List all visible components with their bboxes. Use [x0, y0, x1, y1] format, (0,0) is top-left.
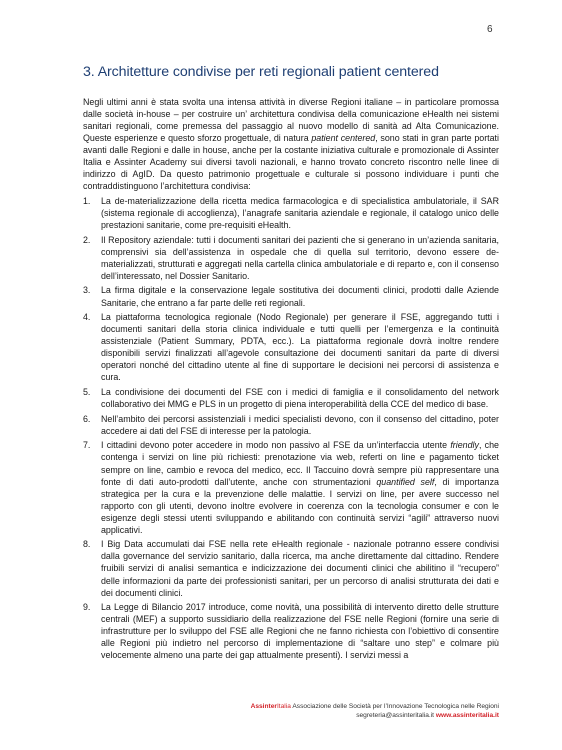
footer-email: segreteria@assinteritalia.it	[356, 711, 436, 719]
list-item-number: 4.	[83, 312, 91, 323]
intro-text-2: , sono stati in gran parte portati avanti dalle Regioni e dalle in house, anche per la costante iniziativa culturale e promozionale di Assinter Italia e Assinter Academy sui diversi tavoli nazionali, e hanno trovato concreto riscontro nelle linee di indirizzo di AgID. Da questo patrimonio progettuale e culturale si possono individuare i punti che contraddistinguono l’architettura condivisa:	[83, 133, 499, 192]
list-item-number: 3.	[83, 285, 91, 296]
list-item-number: 7.	[83, 440, 91, 451]
list-item-number: 5.	[83, 387, 91, 398]
list-item	[83, 284, 499, 308]
list-item	[83, 195, 499, 231]
section-heading: 3. Architetture condivise per reti regionali patient centered	[83, 64, 439, 80]
list-item-text: La condivisione dei documenti del FSE con i medici di famiglia e il consolidamento del network collaborativo dei MMG e PLS in un progetto di piena interoperabilità della CCE del medico di base.	[101, 387, 499, 410]
brand-name: Assinter	[250, 703, 277, 710]
page-footer	[210, 703, 499, 720]
list-item-text: I cittadini devono poter accedere in modo non passivo al FSE da un’interfaccia utente	[101, 440, 451, 451]
intro-text-1: Negli ultimi anni è stata svolta una intensa attività in diverse Regioni italiane – in particolare promossa dalle società in-house – per costruire un’ architettura condivisa della comunicazione eHealth nei sistemi sanitari regionali, come premessa del passaggio al nuovo modello di sanità ad Alta Comunicazione. Queste esperienze e questo sforzo progettuale, di natura	[83, 97, 499, 144]
list-item-text: , di importanza strategica per la cura e la prevenzione delle malattie. I servizi on line, per avere successo nel rapporto con gli utenti, devono inoltre evolvere in coerenza con la tecnologia consumer e con le esigenze degli stessi utenti sviluppando e abilitando con continuità servizi “agili” attraverso nuovi applicativi.	[101, 476, 499, 535]
list-item	[83, 234, 499, 282]
page-number: 6	[487, 24, 493, 35]
list-item-text: Il Repository aziendale: tutti i documenti sanitari dei pazienti che si generano in un’azienda sanitaria, comprensivi sia dell’assistenza in ospedale che di quella sul territorio, devono essere de-materializzati, strutturati e aggregati nella cartella clinica ambulatoriale e di reparto e, con il consenso dell’interessato, nel Dossier Sanitario.	[101, 234, 499, 281]
list-item-number: 9.	[83, 602, 91, 613]
footer-website-link[interactable]: www.assinteritalia.it	[435, 711, 499, 719]
list-item-text: La de-materializzazione della ricetta medica farmacologica e di specialistica ambulatoriale, il SAR (sistema regionale di accoglienza), l’anagrafe sanitaria aziendale e regionale, il catalogo unico delle prestazioni sanitarie, come pre-requisiti eHealth.	[101, 195, 499, 231]
list-item	[83, 311, 499, 383]
brand-suffix: Italia	[276, 703, 291, 710]
section-body	[83, 96, 499, 661]
list-item-text: La firma digitale e la conservazione legale sostitutiva dei documenti clinici, prodotti dalle Aziende Sanitarie, che entrano a far parte delle reti regionali.	[101, 285, 499, 308]
footer-line-2	[210, 712, 499, 721]
list-item-text: La Legge di Bilancio 2017 introduce, come novità, una possibilità di intervento diretto delle strutture centrali (MEF) a supporto sussidiario della realizzazione del FSE nelle Regioni (fornire una serie di infrastrutture per lo sviluppo del FSE alle Regioni che ne fanno richiesta con l’obiettivo di consentire alle Regioni più indietro nel percorso di implementazione di “saltare uno step” e colmare più velocemente almeno una parte dei gap attualmente presenti). I servizi messi a	[101, 602, 499, 661]
list-item	[83, 386, 499, 410]
footer-org: Associazione delle Società per l’Innovazione Tecnologica nelle Regioni	[290, 703, 499, 710]
list-item-text: , che contenga i servizi on line più richiesti: prenotazione via web, referti on line e pagamento ticket sempre on line, cambio e revoca del medico, ecc. Il Taccuino dovrà sempre più rappresentare una fonte di dati auto-prodotti dall’utente, anche con strumentazioni	[101, 440, 499, 487]
intro-paragraph	[83, 96, 499, 192]
list-item	[83, 601, 499, 661]
list-item-number: 6.	[83, 413, 91, 424]
list-item-text: I Big Data accumulati dai FSE nella rete eHealth regionale - nazionale potranno essere condivisi dalla governance del servizio sanitario, dalla ricerca, ma anche direttamente dal cittadino. Rendere fruibili servizi di analisi semantica e indicizzazione dei documenti clinici che abilitino il “recupero” delle informazioni da parte dei professionisti sanitari, per un percorso di analisi strutturata dei dati e dei documenti clinici.	[101, 539, 499, 598]
list-item	[83, 538, 499, 598]
list-item-emphasis: friendly	[450, 440, 479, 451]
list-item-text: Nell’ambito dei percorsi assistenziali i medici specialisti devono, con il consenso del cittadino, poter accedere ai dati del FSE di interesse per la patologia.	[101, 413, 499, 436]
list-item-text: La piattaforma tecnologica regionale (Nodo Regionale) per generare il FSE, aggregando tutti i documenti sanitari della storia clinica individuale e tutti quelli per l’emergenza e la continuità assistenziale (Patient Summary, PDTA, ecc.). La piattaforma regionale dovrà inoltre rendere disponibili servizi finalizzati all’agevole consultazione dei documenti sanitari da parte di diversi operatori nonché del cittadino utente al fine di supportare le decisioni nei percorsi di assistenza e cura.	[101, 312, 499, 383]
list-item-number: 1.	[83, 195, 91, 206]
intro-emphasis: patient centered	[311, 133, 376, 144]
list-item	[83, 439, 499, 535]
list-item-number: 2.	[83, 234, 91, 245]
list-item	[83, 413, 499, 437]
footer-line-1	[210, 703, 499, 712]
list-item-number: 8.	[83, 539, 91, 550]
list-item-emphasis: quantified self	[376, 476, 435, 487]
numbered-list	[83, 195, 499, 661]
